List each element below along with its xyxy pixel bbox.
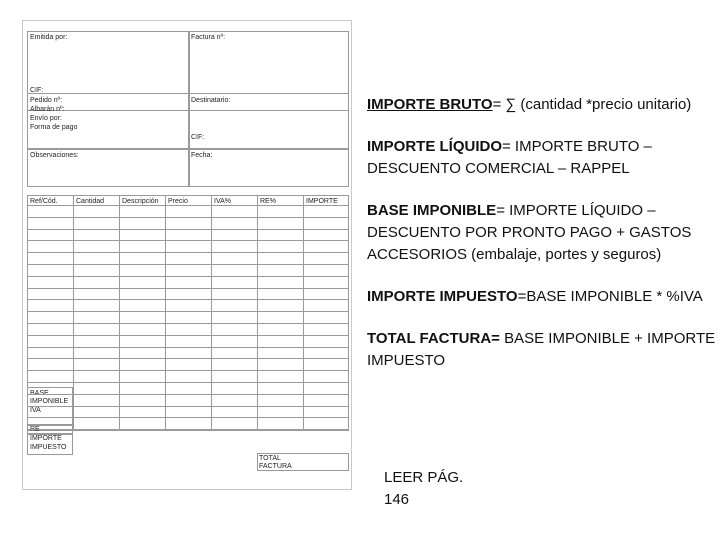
formula-text: =BASE IMPONIBLE * %IVA [517,288,703,305]
formula-term: IMPORTE LÍQUIDO [367,138,502,155]
base-line3: IVA [30,407,41,414]
base-line2: IMPONIBLE [30,398,69,405]
table-row-divider [27,288,349,289]
invoice-number-label: Factura nº: [191,34,226,41]
table-row-divider [27,217,349,218]
date-box [189,149,349,187]
table-col-divider [257,195,258,431]
shipping-label: Envío por: [30,115,62,122]
date-label: Fecha: [191,152,213,159]
formula-total-factura [367,328,717,372]
delivery-note-label: Albarán nº: [30,106,65,113]
tax-line1: IMPORTE [30,435,62,442]
formula-importe-liquido [367,136,717,180]
table-row-divider [27,417,349,418]
col-iva: IVA% [214,198,231,205]
order-number-label: Pedido nº: [30,97,63,104]
table-row-divider [27,358,349,359]
table-col-divider [211,195,212,431]
col-precio: Precio [168,198,188,205]
table-col-divider [303,195,304,431]
table-row-divider [27,240,349,241]
formula-term: IMPORTE IMPUESTO [367,288,518,305]
formula-importe-impuesto [367,286,717,308]
table-row-divider [27,323,349,324]
formula-text: = IMPORTE LÍQUIDO – DESCUENTO POR PRONTO PAGO + GASTOS ACCESORIOS (embalaje, portes y seguros) [367,202,692,263]
tax-line2: IMPUESTO [30,444,67,451]
table-row-divider [27,252,349,253]
note-line1: LEER PÁG. [384,469,464,486]
table-row-divider [27,370,349,371]
table-row-divider [27,299,349,300]
cif-left-label: CIF: [30,87,44,94]
formula-importe-bruto [367,94,717,116]
table-row-divider [27,335,349,336]
col-cantidad: Cantidad [76,198,105,205]
table-row-divider [27,406,349,407]
formula-text: = ∑ (cantidad *precio unitario) [492,96,692,113]
table-row-divider [27,311,349,312]
col-ref: Ref/Cód. [30,198,58,205]
table-row-divider [27,347,349,348]
total-line1: TOTAL [259,455,281,462]
formula-term: TOTAL FACTURA= [367,330,500,347]
total-line2: FACTURA [259,463,292,470]
formulas-list [367,94,717,392]
formula-text: = IMPORTE BRUTO – DESCUENTO COMERCIAL – RAPPEL [367,138,652,177]
table-row-divider [27,394,349,395]
table-row-divider [27,382,349,383]
table-row-divider [27,229,349,230]
table-row-divider [27,429,349,430]
observations-label: Observaciones: [30,152,79,159]
table-row-divider [27,264,349,265]
cif-right-label: CIF: [191,134,205,141]
formula-term: BASE IMPONIBLE [367,202,497,219]
col-descripcion: Descripción [122,198,159,205]
issued-by-label: Emitida por: [30,34,68,41]
recipient-label: Destinatario: [191,97,231,104]
col-re: RE% [260,198,276,205]
formula-text: BASE IMPONIBLE + IMPORTE IMPUESTO [367,330,716,369]
table-col-divider [165,195,166,431]
table-col-divider [73,195,74,431]
line-items-table [27,195,349,431]
payment-method-label: Forma de pago [30,124,78,131]
formula-term: IMPORTE BRUTO [367,96,493,113]
page-reference-note [384,467,463,511]
invoice-form-image [22,20,352,490]
col-importe: IMPORTE [306,198,338,205]
note-line2: 146 [384,491,410,508]
formula-base-imponible [367,200,717,266]
table-row-divider [27,276,349,277]
table-row-divider [27,205,349,206]
table-col-divider [119,195,120,431]
